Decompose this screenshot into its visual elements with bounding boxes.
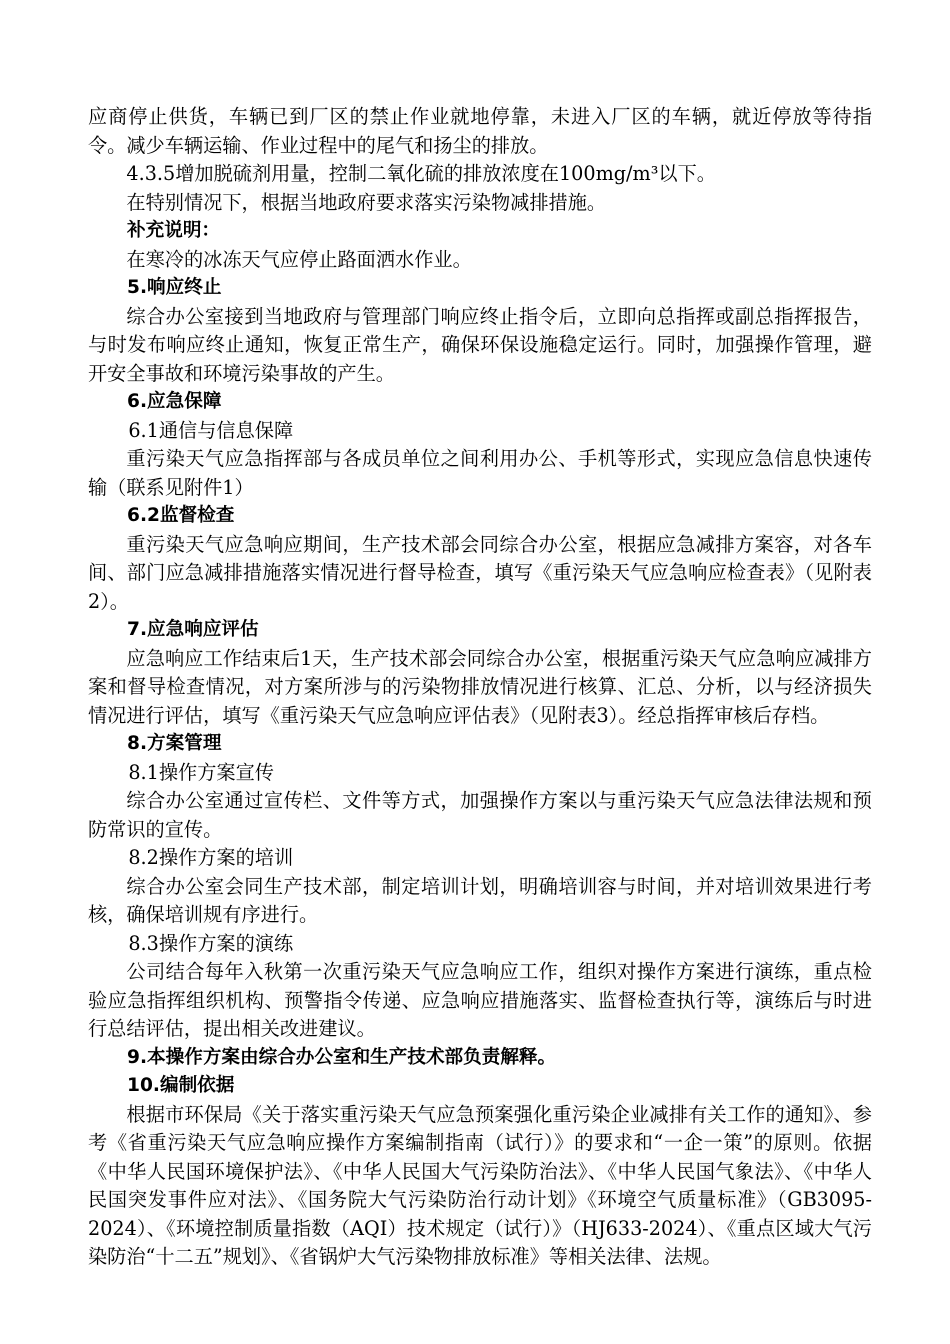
heading-supplement: 补充说明： [127, 220, 221, 241]
heading-6-2-supervision: 6.2监督检查 [127, 505, 235, 526]
paragraph-publicity: 综合办公室通过宣传栏、文件等方式，加强操作方案以与重污染天气应急法律法规和预防常识的宣传。 [88, 789, 872, 841]
subheading-8-1: 8.1操作方案宣传 [128, 760, 274, 784]
paragraph-basis: 根据市环保局《关于落实重污染天气应急预案强化重污染企业减排有关工作的通知》、参考《省重污染天气应急响应操作方案编制指南（试行）》的要求和“一企一策”的原则。依据《中华人民国环境保护法》、《中华人民国大气污染防治法》、《中华人民国气象法》、《中华人民国突发事件应对法》、《国务院大气污染防治行动计划》《环境空气质量标准》（GB3095-2024）、《环境控制质量指数（AQI）技术规定（试行）》（HJ633-2024）、《重点区域大气污染防治“十二五”规划》、《省锅炉大气污染物排放标准》等相关法律、法规。 [88, 1102, 872, 1268]
subheading-6-1: 6.1通信与信息保障 [128, 418, 294, 442]
heading-8-plan-management: 8.方案管理 [127, 733, 222, 754]
document-body [88, 103, 872, 1272]
paragraph-communication: 重污染天气应急指挥部与各成员单位之间利用办公、手机等形式，实现应急信息快速传输（联系见附件1） [88, 447, 872, 499]
heading-9-interpretation: 9.本操作方案由综合办公室和生产技术部负责解释。 [127, 1046, 557, 1068]
heading-6-emergency-support: 6.应急保障 [127, 391, 222, 412]
subheading-8-3: 8.3操作方案的演练 [128, 931, 294, 955]
heading-10-basis: 10.编制依据 [127, 1075, 235, 1096]
paragraph-drill: 公司结合每年入秋第一次重污染天气应急响应工作，组织对操作方案进行演练，重点检验应急指挥组织机构、预警指令传递、应急响应措施落实、监督检查执行等，演练后与时进行总结评估，提出相关改进建议。 [88, 960, 872, 1040]
paragraph-evaluation: 应急响应工作结束后1天，生产技术部会同综合办公室，根据重污染天气应急响应减排方案和督导检查情况，对方案所涉与的污染物排放情况进行核算、汇总、分析，以与经济损失情况进行评估，填写《重污染天气应急响应评估表》（见附表3）。经总指挥审核后存档。 [88, 646, 872, 727]
paragraph-training: 综合办公室会同生产技术部，制定培训计划，明确培训容与时间，并对培训效果进行考核，确保培训规有序进行。 [88, 874, 872, 926]
paragraph-response-end: 综合办公室接到当地政府与管理部门响应终止指令后，立即向总指挥或副总指挥报告，与时发布响应终止通知，恢复正常生产，确保环保设施稳定运行。同时，加强操作管理，避开安全事故和环境污染事故的产生。 [88, 304, 872, 385]
paragraph-special-case: 在特别情况下，根据当地政府要求落实污染物减排措施。 [126, 190, 607, 214]
paragraph-supervision: 重污染天气应急响应期间，生产技术部会同综合办公室，根据应急减排方案容，对各车间、部门应急减排措施落实情况进行督导检查，填写《重污染天气应急响应检查表》（见附表2）。 [88, 532, 872, 613]
subheading-8-2: 8.2操作方案的培训 [128, 846, 294, 869]
paragraph-supply-stop: 应商停止供货，车辆已到厂区的禁止作业就地停靠，未进入厂区的车辆，就近停放等待指令。减少车辆运输、作业过程中的尾气和扬尘的排放。 [88, 105, 872, 157]
paragraph-frozen-weather: 在寒冷的冰冻天气应停止路面洒水作业。 [126, 247, 472, 271]
heading-7-evaluation: 7.应急响应评估 [127, 619, 259, 640]
heading-5-response-end: 5.响应终止 [127, 277, 222, 298]
paragraph-4-3-5: 4.3.5增加脱硫剂用量，控制二氧化硫的排放浓度在100mg/m³以下。 [126, 162, 716, 185]
